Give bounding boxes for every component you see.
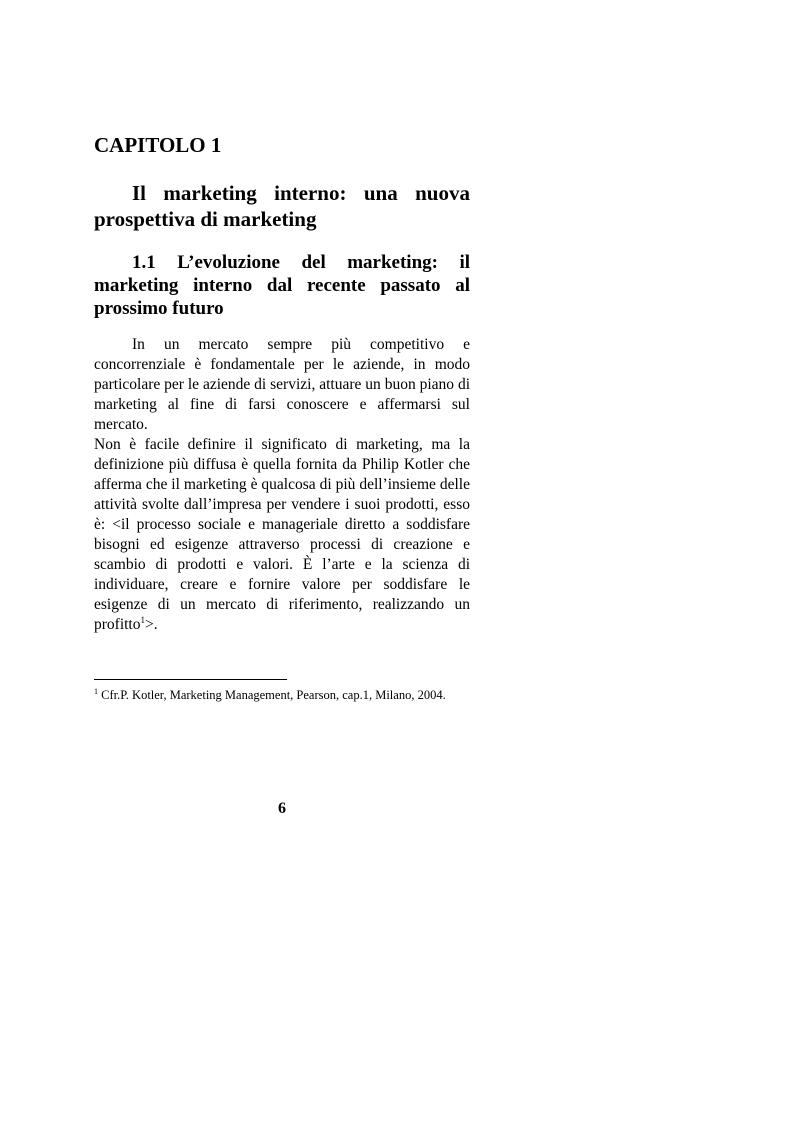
page-number: 6 bbox=[278, 800, 286, 817]
body-paragraph-1: In un mercato sempre più competitivo e concorrenziale è fondamentale per le aziende, in modo particolare per le aziende di servizi, attuare un buon piano di marketing al fine di farsi conoscere e affermarsi sul mercato. bbox=[94, 336, 470, 433]
footnote-reference[interactable]: 1 bbox=[140, 614, 145, 625]
footnote-separator bbox=[94, 679, 287, 680]
section-number: 1.1 bbox=[132, 252, 156, 273]
body-paragraph-2-text: Non è facile definire il significato di marketing, ma la definizione più diffusa è quella fornita da Philip Kotler che afferma che il marketing è qualcosa di più dell’insieme delle attività svolte dall’impresa per vendere i suoi prodotti, esso è: <il processo sociale e manageriale diretto a soddisfare bisogni ed esigenze attraverso processi di creazione e scambio di prodotti e valori. È l’arte e la scienza di individuare, creare e fornire valore per soddisfare le esigenze di un mercato di riferimento, realizzando un profitto bbox=[94, 436, 470, 633]
chapter-title: Il marketing interno: una nuova prospettiva di marketing bbox=[94, 181, 470, 231]
body-paragraph-2 bbox=[94, 435, 470, 635]
body-text bbox=[94, 335, 470, 635]
chapter-label: CAPITOLO 1 bbox=[94, 133, 222, 157]
footnote bbox=[94, 687, 470, 703]
body-paragraph-2-end: >. bbox=[145, 616, 158, 633]
footnote-marker: 1 bbox=[94, 686, 98, 696]
section-heading bbox=[94, 251, 470, 320]
footnote-text: Cfr.P. Kotler, Marketing Management, Pearson, cap.1, Milano, 2004. bbox=[98, 688, 446, 702]
section-title: L’evoluzione del marketing: il marketing interno dal recente passato al prossimo futuro bbox=[94, 252, 471, 319]
